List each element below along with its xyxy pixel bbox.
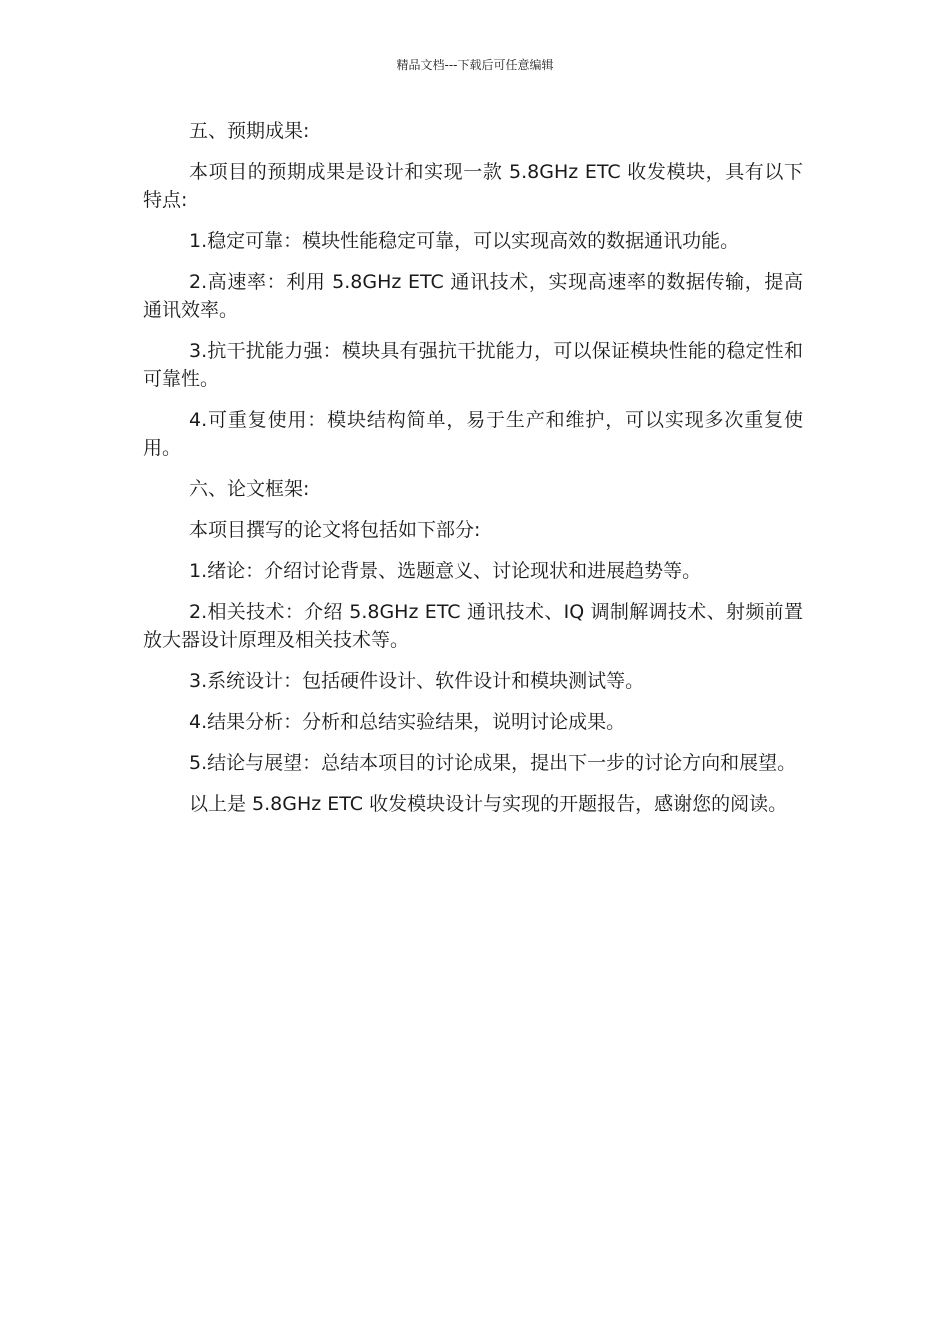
paragraph-thesis-intro: 本项目撰写的论文将包括如下部分: bbox=[189, 519, 481, 541]
page-header: 精品文档---下载后可任意编辑 bbox=[396, 58, 554, 72]
list-item-result-analysis: 4.结果分析：分析和总结实验结果，说明讨论成果。 bbox=[189, 711, 626, 733]
list-item-stable-reliable: 1.稳定可靠：模块性能稳定可靠，可以实现高效的数据通讯功能。 bbox=[189, 230, 740, 252]
list-item-anti-interference: 3.抗干扰能力强：模块具有强抗干扰能力，可以保证模块性能的稳定性和可靠性。 bbox=[143, 340, 803, 390]
section-heading-expected-results: 五、预期成果: bbox=[189, 120, 310, 142]
list-item-related-technology: 2.相关技术：介绍 5.8GHz ETC 通讯技术、IQ 调制解调技术、射频前置放大器设计原理及相关技术等。 bbox=[143, 601, 803, 651]
list-item-introduction: 1.绪论：介绍讨论背景、选题意义、讨论现状和进展趋势等。 bbox=[189, 560, 702, 582]
list-item-high-speed: 2.高速率：利用 5.8GHz ETC 通讯技术，实现高速率的数据传输，提高通讯效率。 bbox=[143, 271, 803, 321]
list-item-system-design: 3.系统设计：包括硬件设计、软件设计和模块测试等。 bbox=[189, 670, 645, 692]
list-item-conclusion-outlook: 5.结论与展望：总结本项目的讨论成果，提出下一步的讨论方向和展望。 bbox=[189, 752, 797, 774]
document-body bbox=[143, 117, 803, 831]
paragraph-expected-results-intro: 本项目的预期成果是设计和实现一款 5.8GHz ETC 收发模块，具有以下特点: bbox=[143, 161, 803, 211]
section-heading-thesis-framework: 六、论文框架: bbox=[189, 478, 310, 500]
list-item-reusable: 4.可重复使用：模块结构简单，易于生产和维护，可以实现多次重复使用。 bbox=[143, 409, 803, 459]
paragraph-closing: 以上是 5.8GHz ETC 收发模块设计与实现的开题报告，感谢您的阅读。 bbox=[189, 793, 788, 815]
